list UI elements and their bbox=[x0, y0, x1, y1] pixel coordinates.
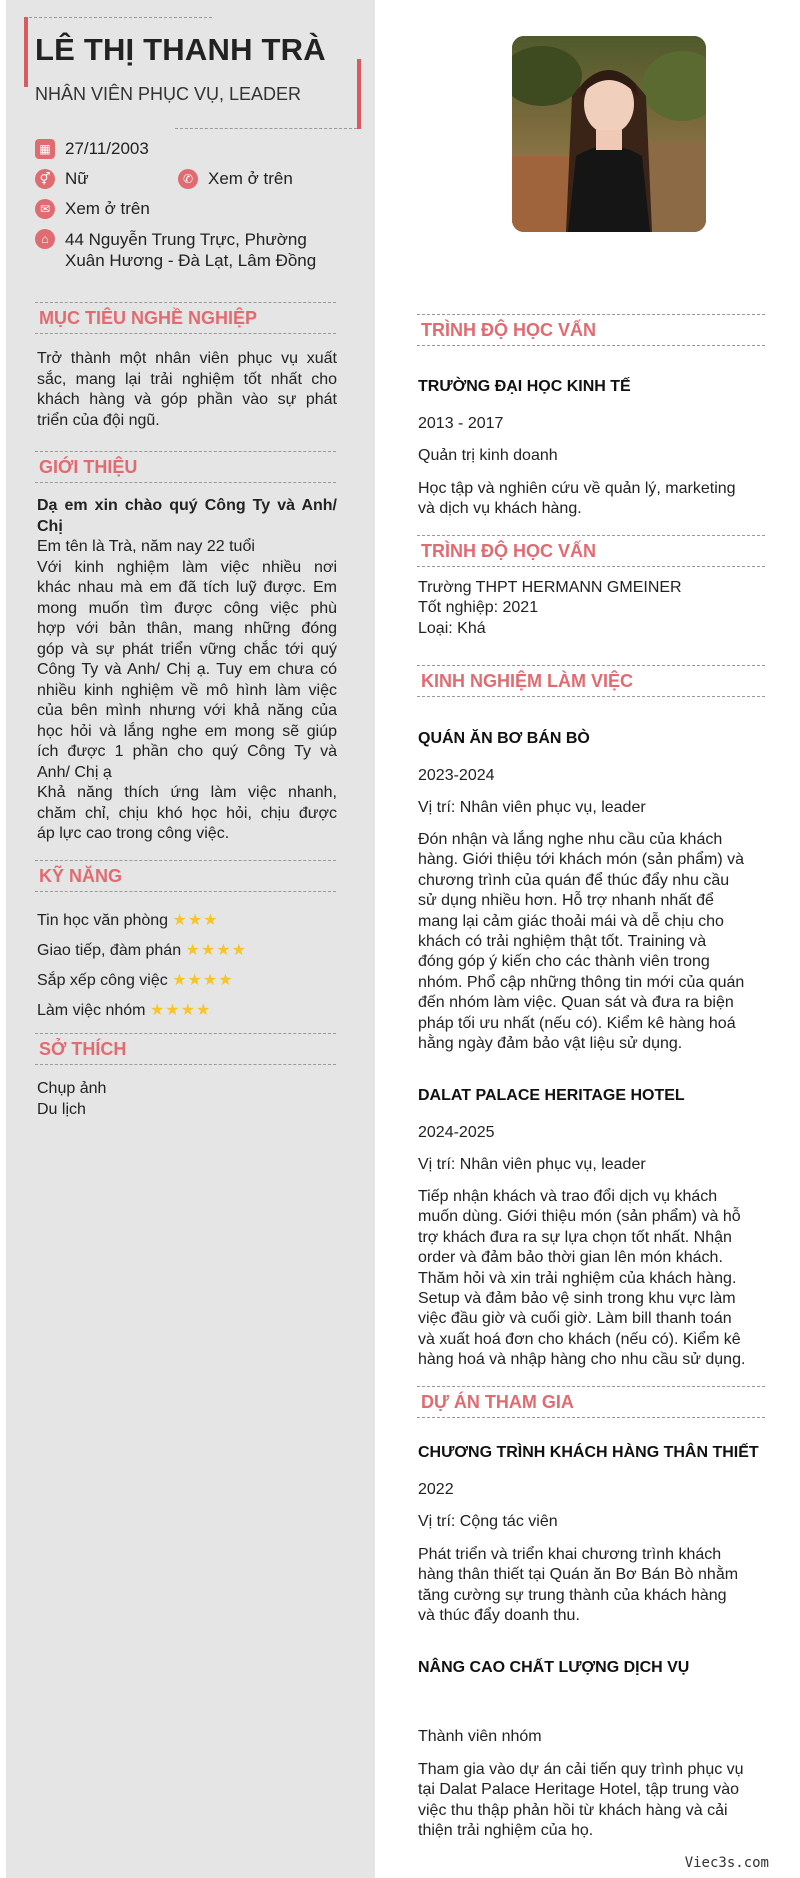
profile-photo bbox=[512, 36, 706, 232]
text-line: Đón nhận và lắng nghe nhu cầu của khách bbox=[418, 831, 723, 848]
text-line: trợ khách đưa ra sự lựa chọn tốt nhất. Nhận bbox=[418, 1228, 732, 1246]
job-accent-bar bbox=[357, 59, 361, 129]
education2-heading bbox=[417, 535, 765, 567]
email-icon: ✉ bbox=[35, 199, 55, 219]
job-title: NHÂN VIÊN PHỤC VỤ, LEADER bbox=[35, 84, 302, 104]
phone-icon: ✆ bbox=[178, 169, 198, 189]
star-rating-icon: ★★★★ bbox=[172, 972, 234, 989]
text-line: mong muốn tìm được công việc phù bbox=[37, 599, 337, 617]
text-line: đến nhóm làm việc. Quan sát và đưa ra biện bbox=[418, 994, 734, 1012]
section-heading-text: KINH NGHIỆM LÀM VIỆC bbox=[421, 671, 634, 691]
address-row bbox=[35, 229, 316, 271]
text-line: học hỏi và lắng nghe em mong sẽ giúp bbox=[37, 722, 337, 740]
text-line: sắc, mang lại trải nghiệm tốt nhất cho bbox=[37, 370, 337, 388]
section-heading-text: DỰ ÁN THAM GIA bbox=[421, 1392, 574, 1412]
section-heading-text: TRÌNH ĐỘ HỌC VẤN bbox=[421, 320, 596, 340]
text-line: Trở thành một nhân viên phục vụ xuất bbox=[37, 350, 337, 367]
text-line: sử dụng nhiều hơn. Hỗ trợ nhanh nhất để bbox=[418, 892, 714, 910]
text-line: của bên mình nhưng với khả năng của bbox=[37, 702, 337, 719]
skill-label: Giao tiếp, đàm phán bbox=[37, 942, 182, 959]
text-line: hàng thân thiết tại Quán ăn Bơ Bán Bò nhằm bbox=[418, 1566, 739, 1584]
experience-heading bbox=[417, 665, 765, 697]
job-divider bbox=[175, 128, 357, 129]
projects-heading bbox=[417, 1386, 765, 1418]
project-title: CHƯƠNG TRÌNH KHÁCH HÀNG THÂN THIẾT bbox=[418, 1444, 759, 1461]
project-role: Thành viên nhóm bbox=[418, 1728, 542, 1745]
greeting-line: Dạ em xin chào quý Công Ty và Anh/ bbox=[37, 497, 337, 514]
gender-icon: ⚥ bbox=[35, 169, 55, 189]
text-line: Phát triển và triển khai chương trình khách bbox=[418, 1546, 722, 1563]
text-line: Em tên là Trà, năm nay 22 tuổi bbox=[37, 538, 255, 555]
birthday-row bbox=[35, 139, 149, 159]
hobby-item: Du lịch bbox=[37, 1100, 86, 1118]
text-line: hợp với bản thân, mang những đóng bbox=[37, 620, 337, 637]
text-line: Anh/ Chị ạ bbox=[37, 763, 112, 781]
text-line: Tốt nghiệp: 2021 bbox=[418, 599, 539, 617]
text-line: Với kinh nghiệm làm việc nhiều nơi bbox=[37, 558, 337, 576]
text-line: Tiếp nhận khách và trao đổi dịch vụ khách bbox=[418, 1188, 718, 1205]
text-line: Loại: Khá bbox=[418, 619, 486, 637]
education-years: 2013 - 2017 bbox=[418, 415, 504, 432]
section-heading-text: KỸ NĂNG bbox=[39, 866, 123, 886]
project-description bbox=[418, 1545, 738, 1627]
home-icon: ⌂ bbox=[35, 229, 55, 249]
text-line: Công Ty và Anh/ Chị ạ. Tuy em chưa có bbox=[37, 661, 337, 678]
address bbox=[65, 229, 316, 271]
gender-row bbox=[35, 169, 89, 189]
text-line: hàng hoá và nhập hàng cho nhu cầu sử dụng. bbox=[418, 1351, 746, 1369]
project-title: NÂNG CAO CHẤT LƯỢNG DỊCH VỤ bbox=[418, 1659, 690, 1676]
text-line: tăng cường sự trung thành của khách hàng bbox=[418, 1586, 727, 1604]
birthday: 27/11/2003 bbox=[65, 139, 149, 158]
job-description bbox=[418, 1187, 745, 1371]
text-line: đóng góp ý kiến cho các thành viên trong bbox=[418, 953, 710, 971]
job-position: Vị trí: Nhân viên phục vụ, leader bbox=[418, 1156, 646, 1173]
text-line: hằng ngày đảm bảo vật liệu sử dụng. bbox=[418, 1035, 683, 1053]
text-line: nhiều kinh nghiệm về mô hình làm việc bbox=[37, 681, 337, 699]
text-line: áp lực cao trong công việc. bbox=[37, 825, 230, 842]
job-company: DALAT PALACE HERITAGE HOTEL bbox=[418, 1087, 685, 1104]
star-rating-icon: ★★★★ bbox=[149, 1002, 212, 1019]
education2-details bbox=[418, 578, 682, 639]
text-line: chương trình của quán để thúc đẩy nhu cầu bbox=[418, 871, 730, 889]
section-heading-text: GIỚI THIỆU bbox=[39, 457, 138, 477]
phone: Xem ở trên bbox=[208, 169, 293, 188]
section-heading-text: TRÌNH ĐỘ HỌC VẤN bbox=[421, 541, 596, 561]
text-line: Khả năng thích ứng làm việc nhanh, bbox=[37, 784, 337, 801]
text-line: mang lại cảm giác thoải mái và dễ chịu cho bbox=[418, 912, 724, 930]
calendar-icon: ▦ bbox=[35, 139, 55, 159]
skill-item bbox=[37, 996, 247, 1026]
skills-heading bbox=[35, 860, 336, 892]
education-desc bbox=[418, 479, 736, 520]
name-accent-bar bbox=[24, 17, 28, 87]
text-line: muốn dùng. Giới thiệu món (sản phẩm) và hỗ bbox=[418, 1208, 741, 1226]
intro-text bbox=[37, 496, 337, 845]
full-name: LÊ THỊ THANH TRÀ bbox=[35, 32, 326, 67]
job-company: QUÁN ĂN BƠ BÁN BÒ bbox=[418, 730, 590, 747]
education-major: Quản trị kinh doanh bbox=[418, 447, 558, 464]
text-line: và xuất hoá đơn cho khách (nếu có). Kiểm kê bbox=[418, 1330, 741, 1348]
text-line: thiện trải nghiệm của họ. bbox=[418, 1822, 594, 1840]
email-row bbox=[35, 199, 150, 219]
skill-item bbox=[37, 966, 247, 996]
skill-item bbox=[37, 936, 247, 966]
education-school: TRƯỜNG ĐẠI HỌC KINH TẾ bbox=[418, 378, 631, 395]
portrait-image bbox=[512, 36, 706, 232]
section-heading-text: SỞ THÍCH bbox=[39, 1039, 127, 1059]
phone-row bbox=[178, 169, 293, 189]
education-heading bbox=[417, 314, 765, 346]
gender: Nữ bbox=[65, 169, 89, 188]
text-line: khách có trải nghiệm thật tốt. Training và bbox=[418, 933, 707, 951]
job-years: 2024-2025 bbox=[418, 1124, 495, 1141]
text-line: hàng. Giới thiệu tới khách món (sản phẩm) và bbox=[418, 851, 745, 869]
skill-label: Làm việc nhóm bbox=[37, 1002, 146, 1019]
project-role: Vị trí: Cộng tác viên bbox=[418, 1513, 558, 1530]
section-heading-text: MỤC TIÊU NGHỀ NGHIỆP bbox=[39, 308, 258, 328]
watermark: Viec3s.com bbox=[684, 1855, 769, 1871]
objective-text bbox=[37, 349, 337, 431]
top-divider bbox=[24, 17, 212, 18]
text-line: nhóm. Phổ cập những thông tin mới của quán bbox=[418, 973, 745, 991]
skill-label: Sắp xếp công việc bbox=[37, 972, 168, 989]
text-line: tại Dalat Palace Heritage Hotel, tập trung vào bbox=[418, 1781, 740, 1799]
star-rating-icon: ★★★★ bbox=[185, 942, 247, 959]
star-rating-icon: ★★★ bbox=[172, 912, 219, 929]
address-line: 44 Nguyễn Trung Trực, Phường bbox=[65, 230, 307, 249]
job-position: Vị trí: Nhân viên phục vụ, leader bbox=[418, 799, 646, 816]
text-line: khác nhau mà em đã tích luỹ được. Em bbox=[37, 579, 337, 596]
text-line: Học tập và nghiên cứu về quản lý, marketing bbox=[418, 480, 736, 497]
greeting-line: Chị bbox=[37, 517, 63, 535]
skills-list bbox=[37, 906, 247, 1026]
job-description bbox=[418, 830, 744, 1054]
skill-label: Tin học văn phòng bbox=[37, 912, 169, 929]
intro-heading bbox=[35, 451, 336, 483]
project-description bbox=[418, 1760, 744, 1842]
text-line: việc thu thập phản hồi từ khách hàng và cải bbox=[418, 1801, 728, 1819]
text-line: việc đầu giờ và cuối giờ. Làm bill thanh toán bbox=[418, 1310, 732, 1328]
skill-item bbox=[37, 906, 247, 936]
text-line: khách hàng và góp phần vào sự phát bbox=[37, 391, 337, 408]
text-line: Trường THPT HERMANN GMEINER bbox=[418, 579, 682, 596]
address-line: Xuân Hương - Đà Lạt, Lâm Đồng bbox=[65, 251, 317, 270]
job-years: 2023-2024 bbox=[418, 767, 495, 784]
text-line: chăm chỉ, chịu khó học hỏi, chịu được bbox=[37, 804, 337, 822]
text-line: Setup và đảm bảo vệ sinh trong khu vực làm bbox=[418, 1290, 736, 1308]
email: Xem ở trên bbox=[65, 199, 150, 218]
text-line: ích được 1 phần cho quý Công Ty và bbox=[37, 743, 337, 760]
hobby-item: Chụp ảnh bbox=[37, 1080, 107, 1097]
text-line: Tham gia vào dự án cải tiến quy trình phục vụ bbox=[418, 1761, 744, 1778]
text-line: và thúc đẩy doanh thu. bbox=[418, 1607, 580, 1625]
text-line: order và đảm bảo thời gian lên món khách. bbox=[418, 1249, 723, 1267]
objective-heading bbox=[35, 302, 336, 334]
text-line: góp và sự phát triển vững chắc tới quý bbox=[37, 640, 337, 658]
text-line: triển của đội ngũ. bbox=[37, 411, 160, 429]
text-line: Thăm hỏi và xin trải nghiệm của khách hàng. bbox=[418, 1269, 737, 1287]
hobbies-list bbox=[37, 1079, 106, 1120]
text-line: pháp tối ưu nhất (nếu có). Kiểm kê hàng hoá bbox=[418, 1014, 736, 1032]
hobbies-heading bbox=[35, 1033, 336, 1065]
project-year: 2022 bbox=[418, 1481, 454, 1498]
text-line: và dịch vụ khách hàng. bbox=[418, 500, 582, 518]
